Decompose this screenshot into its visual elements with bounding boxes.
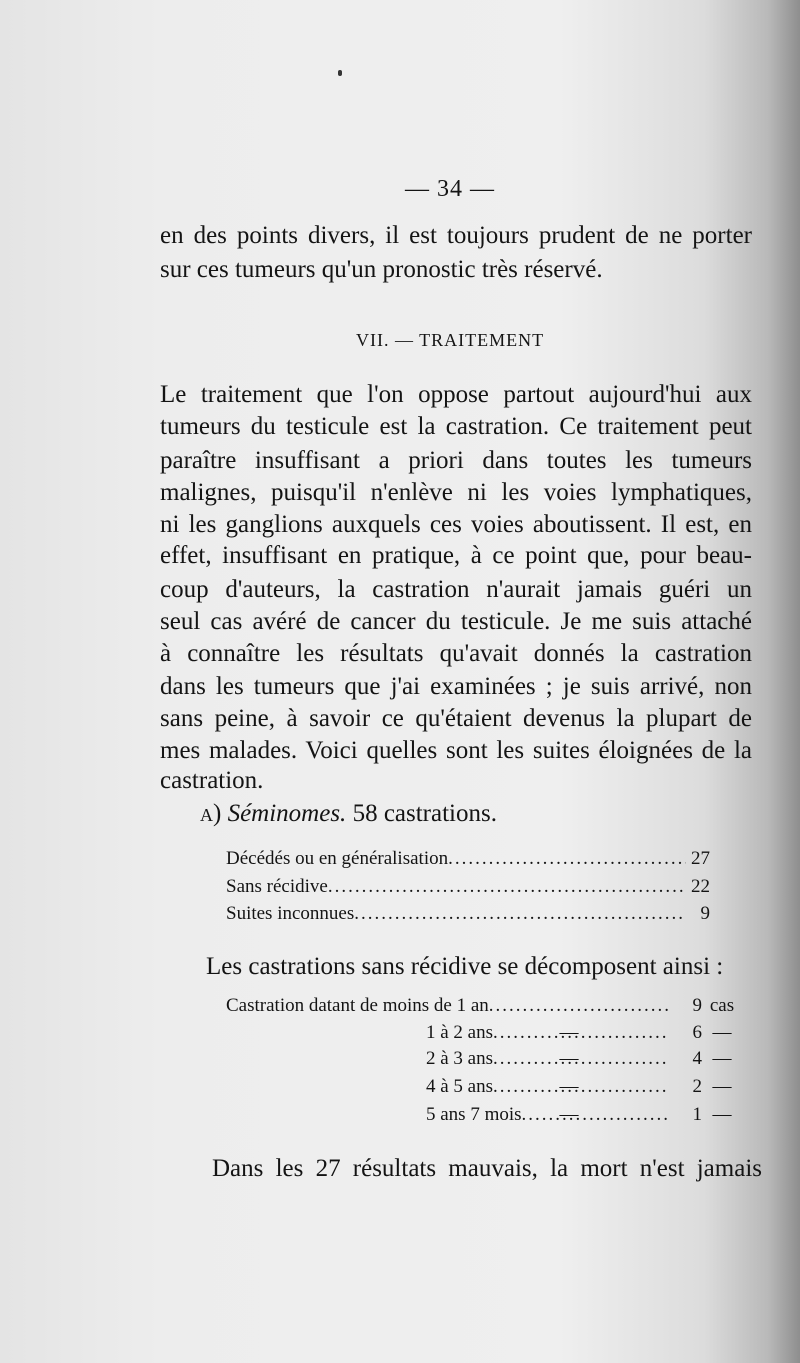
text-line: ni les ganglions auxquels ces voies aboutissent. Il est, en — [160, 511, 752, 538]
duration-value: 2 — [692, 1076, 702, 1097]
duration-row — [226, 1076, 742, 1098]
text-line: Dans les 27 résultats mauvais, la mort n'est jamais — [212, 1155, 762, 1182]
duration-row — [226, 1048, 742, 1070]
duration-label: 2 à 3 ans — [426, 1048, 494, 1069]
duration-unit: — — [712, 1104, 732, 1125]
duration-value: 1 — [692, 1104, 702, 1125]
duration-value: 9 — [692, 995, 702, 1016]
section-heading: VII. — TRAITEMENT — [356, 330, 545, 350]
outcome-row — [226, 876, 710, 898]
text-line: dans les tumeurs que j'ai examinées ; je suis arrivé, non — [160, 673, 752, 700]
outcome-label: Décédés ou en généralisation — [226, 848, 449, 869]
page-number: — 34 — — [405, 176, 495, 202]
text-line: paraître insuffisant a priori dans toutes les tumeurs — [160, 447, 752, 474]
dot-leader — [522, 1104, 668, 1126]
duration-value: 4 — [692, 1048, 702, 1069]
text-line: malignes, puisqu'il n'enlève ni les voies lymphatiques, — [160, 479, 752, 506]
duration-label: 5 ans 7 mois — [426, 1104, 522, 1125]
text-line: tumeurs du testicule est la castration. Ce traitement peut — [160, 413, 752, 440]
text-line: coup d'auteurs, la castration n'aurait jamais guéri un — [160, 576, 752, 603]
duration-label: 1 à 2 ans — [426, 1022, 494, 1043]
duration-row — [226, 1022, 742, 1044]
duration-unit: — — [712, 1048, 732, 1069]
subsection-count: 58 castrations. — [352, 800, 497, 827]
subsection-heading — [200, 800, 497, 828]
subsection-letter: a) — [200, 800, 222, 827]
ditto-dash: — — [559, 1076, 579, 1097]
outcome-row — [226, 903, 710, 925]
duration-row — [226, 995, 742, 1017]
dot-leader — [328, 876, 686, 898]
dot-leader — [354, 903, 686, 925]
subsection-title: Séminomes. — [227, 800, 347, 827]
text-line: castration. — [160, 767, 264, 794]
text-line: Le traitement que l'on oppose partout aujourd'hui aux — [160, 381, 752, 408]
ditto-dash: — — [559, 1104, 579, 1125]
outcome-label: Suites inconnues — [226, 903, 355, 924]
text-line: Les castrations sans récidive se décomposent ainsi : — [206, 953, 724, 980]
duration-unit: — — [712, 1076, 732, 1097]
text-line: sur ces tumeurs qu'un pronostic très réservé. — [160, 256, 603, 283]
text-line: seul cas avéré de cancer du testicule. Je me suis attaché — [160, 608, 752, 635]
outcome-label: Sans récidive — [226, 876, 328, 897]
dot-leader — [489, 995, 668, 1017]
ditto-dash: — — [559, 1048, 579, 1069]
outcome-value: 27 — [691, 848, 710, 869]
text-line: en des points divers, il est toujours prudent de ne porter — [160, 222, 752, 249]
ditto-dash: — — [559, 1022, 579, 1043]
text-line: mes malades. Voici quelles sont les suites éloignées de la — [160, 737, 752, 764]
outcome-value: 9 — [700, 903, 710, 924]
ink-speck — [338, 70, 342, 76]
text-line: effet, insuffisant en pratique, à ce point que, pour beau- — [160, 542, 752, 569]
duration-unit: cas — [709, 995, 735, 1016]
outcome-row — [226, 848, 710, 870]
duration-value: 6 — [692, 1022, 702, 1043]
text-line: sans peine, à savoir ce qu'étaient devenus la plupart de — [160, 705, 752, 732]
outcome-value: 22 — [691, 876, 710, 897]
duration-label: 4 à 5 ans — [426, 1076, 494, 1097]
dot-leader — [448, 848, 686, 870]
duration-unit: — — [712, 1022, 732, 1043]
duration-row — [226, 1104, 742, 1126]
text-line: à connaître les résultats qu'avait donnés la castration — [160, 640, 752, 667]
duration-label: Castration datant de moins de 1 an — [226, 995, 489, 1016]
